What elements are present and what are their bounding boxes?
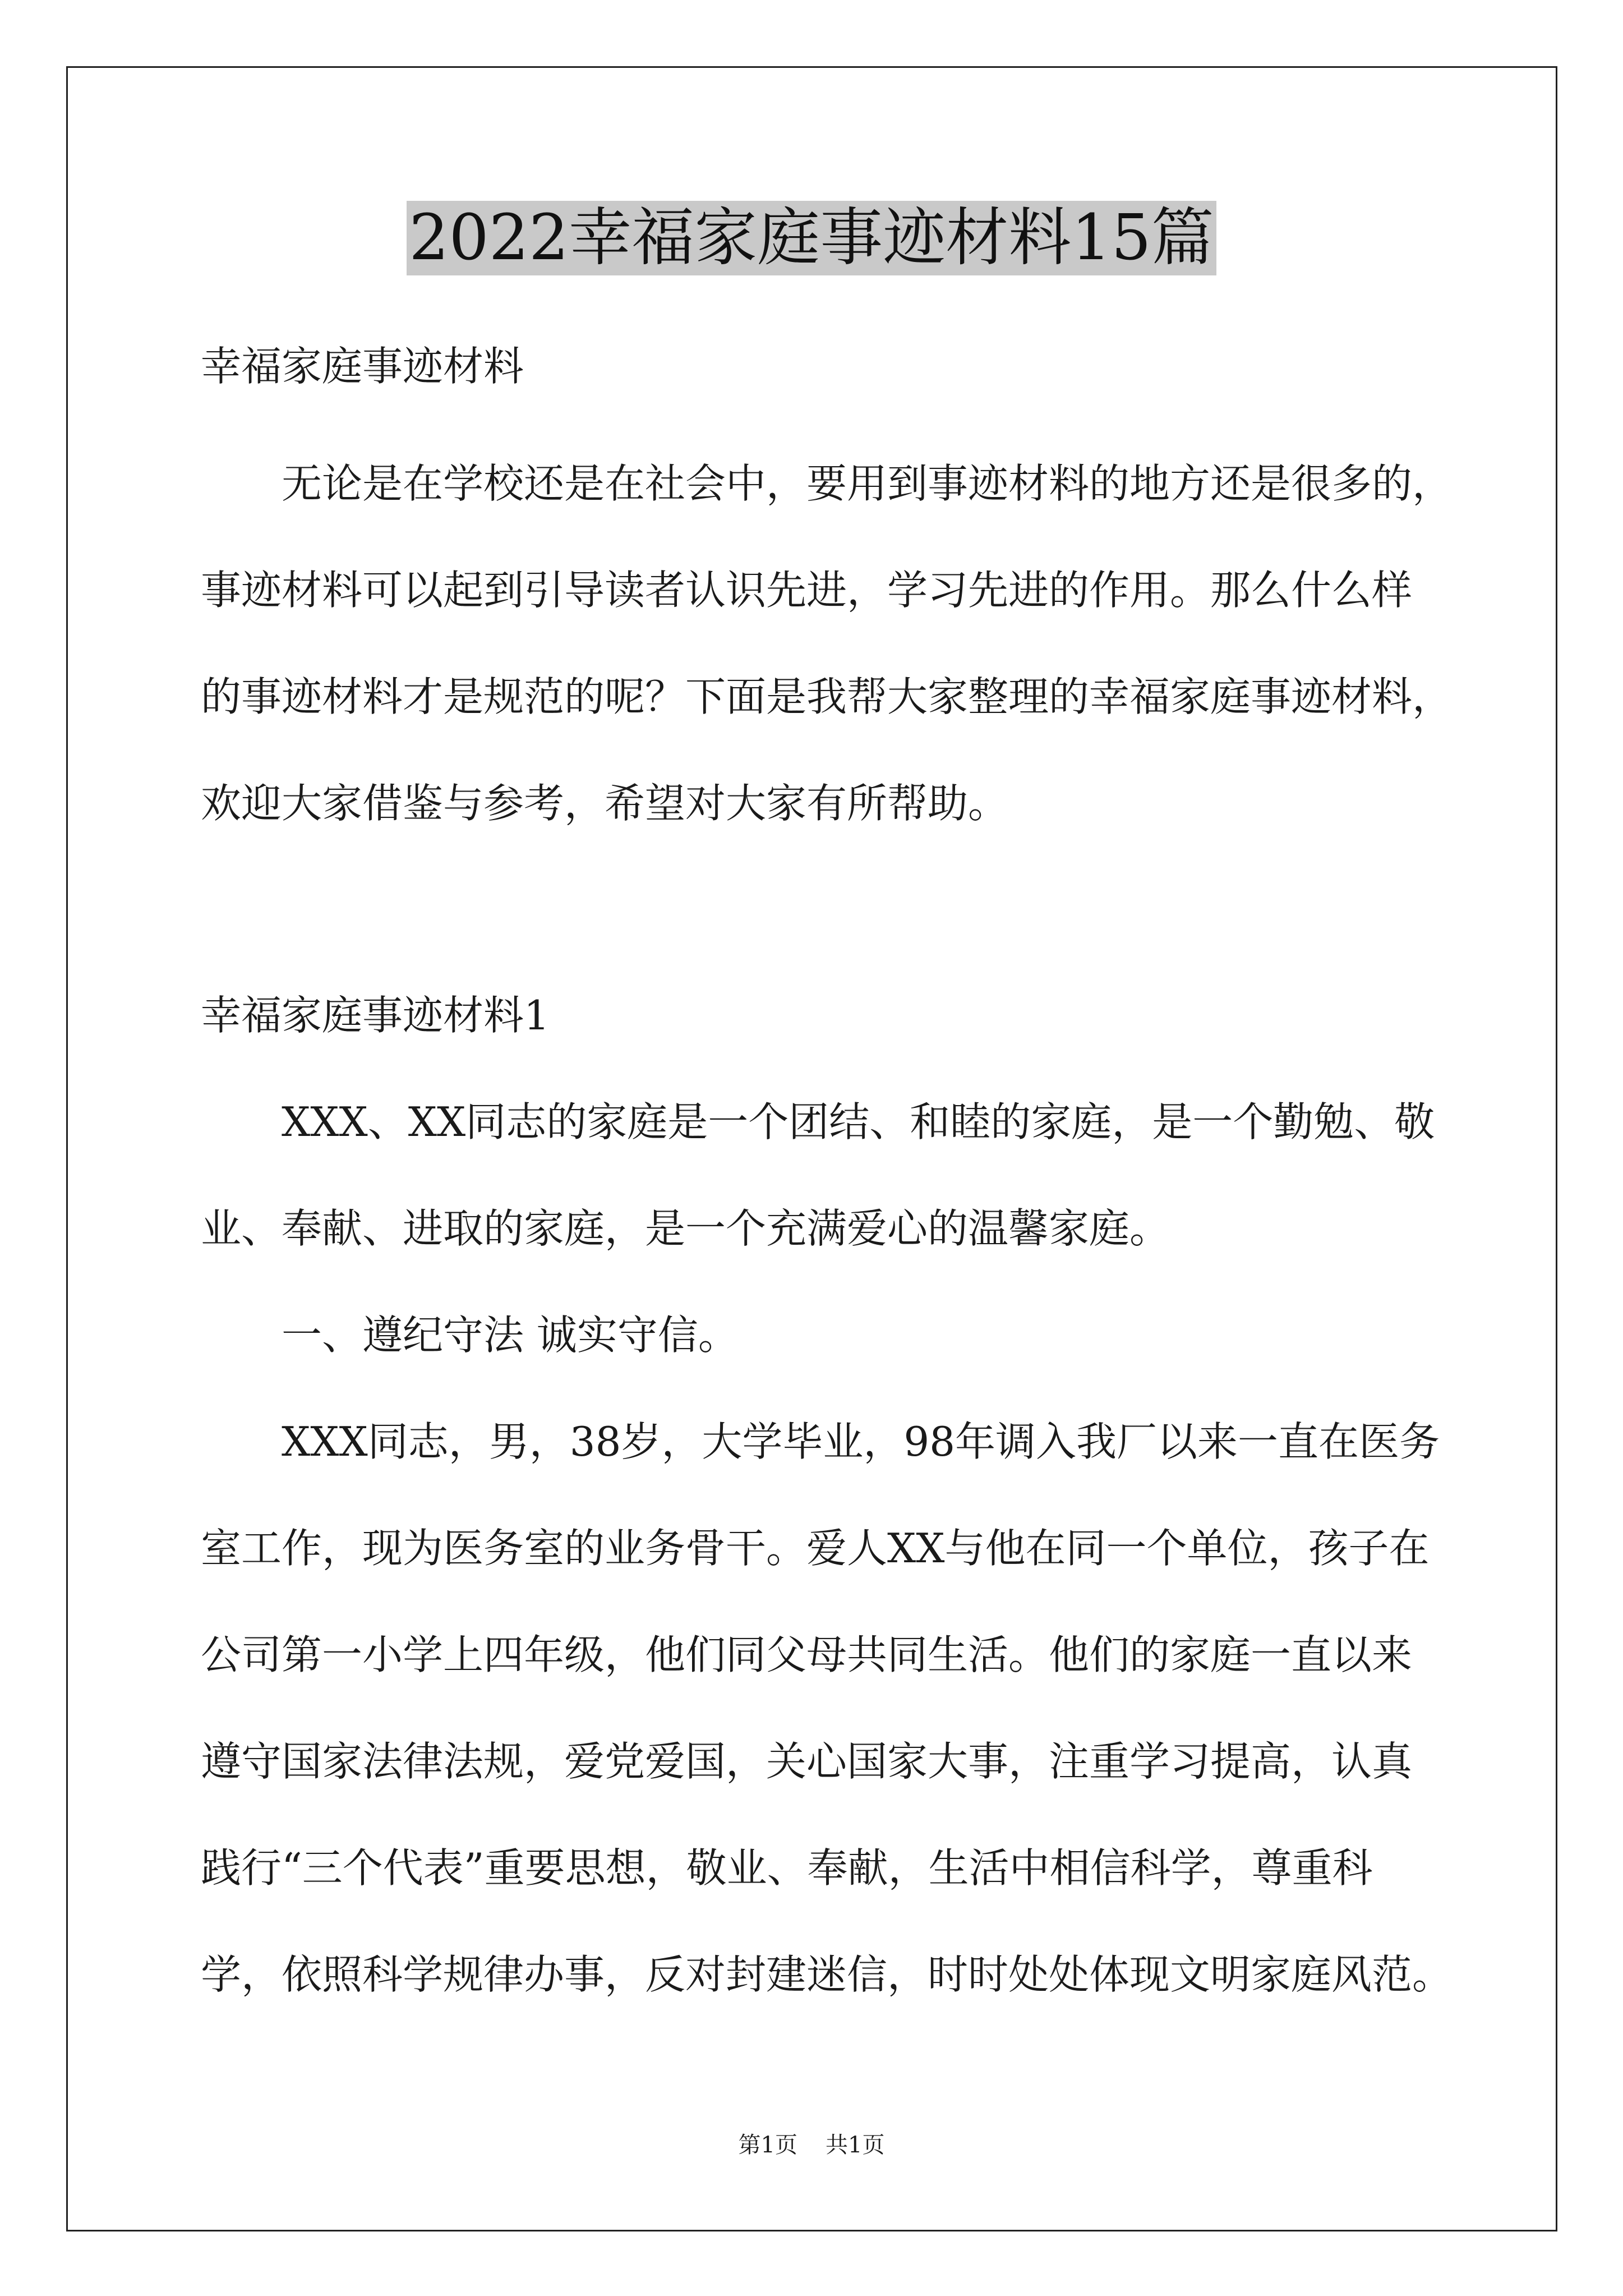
intro-paragraph (201, 430, 1536, 857)
title-block (0, 201, 1623, 275)
page-footer (0, 2132, 1623, 2159)
section-paragraph-2 (201, 1282, 1536, 1388)
document-body (201, 313, 1536, 2028)
paragraph-line: 事迹材料可以起到引导读者认识先进，学习先进的作用。那么什么样 (201, 567, 1413, 614)
paragraph-line: 无论是在学校还是在社会中，要用到事迹材料的地方还是很多的， (282, 460, 1453, 507)
section-heading: 幸福家庭事迹材料1 (201, 992, 550, 1039)
paragraph-line: 的事迹材料才是规范的呢？下面是我帮大家整理的幸福家庭事迹材料， (201, 673, 1453, 720)
paragraph-line: 欢迎大家借鉴与参考，希望对大家有所帮助。 (201, 780, 1009, 827)
paragraph-line: 遵守国家法律法规，爱党爱国，关心国家大事，注重学习提高，认真 (201, 1738, 1413, 1785)
paragraph-line: 学，依照科学规律办事，反对封建迷信，时时处处体现文明家庭风范。 (201, 1951, 1453, 1998)
paragraph-line: 室工作，现为医务室的业务骨干。爱人XX与他在同一个单位，孩子在 (201, 1525, 1430, 1572)
paragraph-line: XXX同志，男，38岁，大学毕业，98年调入我厂以来一直在医务 (282, 1418, 1440, 1465)
page-total: 共1页 (826, 2132, 885, 2158)
paragraph-line: 公司第一小学上四年级，他们同父母共同生活。他们的家庭一直以来 (201, 1631, 1413, 1678)
section-paragraph-1 (201, 1069, 1536, 1282)
section-paragraph-3 (201, 1388, 1536, 2028)
paragraph-line: XXX、XX同志的家庭是一个团结、和睦的家庭，是一个勤勉、敬 (282, 1098, 1435, 1145)
intro-heading: 幸福家庭事迹材料 (201, 343, 524, 390)
paragraph-line: 践行“三个代表”重要思想，敬业、奉献，生活中相信科学，尊重科 (201, 1844, 1373, 1892)
page-number: 第1页 (738, 2132, 797, 2158)
document-title: 2022幸福家庭事迹材料15篇 (407, 201, 1216, 275)
paragraph-line: 业、奉献、进取的家庭，是一个充满爱心的温馨家庭。 (201, 1205, 1170, 1252)
paragraph-line: 一、遵纪守法 诚实守信。 (282, 1312, 739, 1359)
